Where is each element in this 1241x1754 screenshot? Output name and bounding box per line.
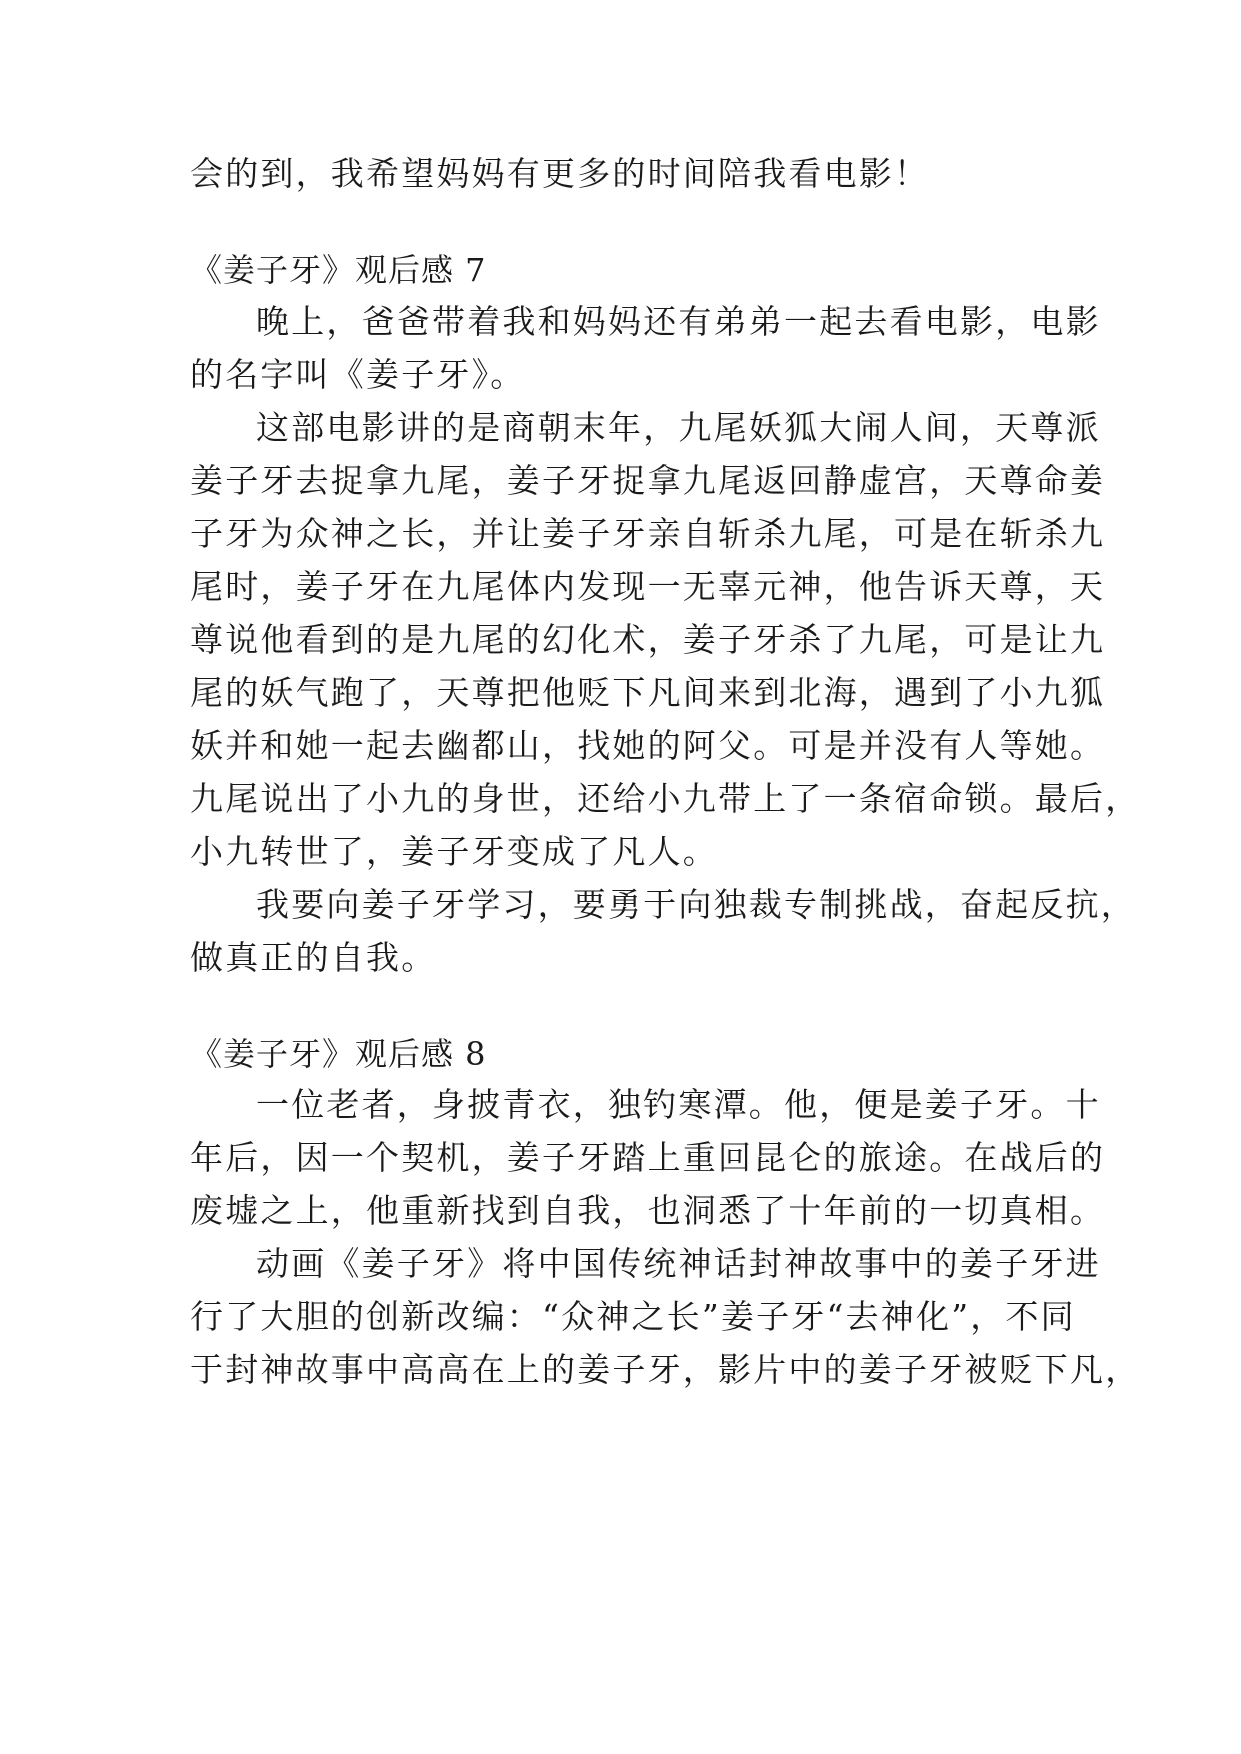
paragraph-line: 子牙为众神之长，并让姜子牙亲自斩杀九尾，可是在斩杀九 [190, 514, 1106, 553]
paragraph-line: 小九转世了，姜子牙变成了凡人。 [190, 832, 718, 871]
paragraph-line: 的名字叫《姜子牙》。 [190, 355, 526, 394]
paragraph-line: 行了大胆的创新改编：“众神之长”姜子牙“去神化”，不同 [190, 1297, 1076, 1336]
paragraph-line: 一位老者，身披青衣，独钓寒潭。他，便是姜子牙。十 [256, 1085, 1101, 1124]
paragraph-line: 尊说他看到的是九尾的幻化术，姜子牙杀了九尾，可是让九 [190, 620, 1106, 659]
paragraph-line: 尾的妖气跑了，天尊把他贬下凡间来到北海，遇到了小九狐 [190, 673, 1106, 712]
section-heading-7: 《姜子牙》观后感 7 [190, 251, 487, 289]
paragraph-line: 九尾说出了小九的身世，还给小九带上了一条宿命锁。最后， [190, 779, 1141, 818]
paragraph-line: 年后，因一个契机，姜子牙踏上重回昆仑的旅途。在战后的 [190, 1138, 1106, 1177]
paragraph-line: 做真正的自我。 [190, 938, 437, 977]
paragraph-line: 妖并和她一起去幽都山，找她的阿父。可是并没有人等她。 [190, 726, 1106, 765]
paragraph-line: 尾时，姜子牙在九尾体内发现一无辜元神，他告诉天尊，天 [190, 567, 1106, 606]
intro-line: 会的到，我希望妈妈有更多的时间陪我看电影！ [190, 154, 930, 193]
section-heading-8: 《姜子牙》观后感 8 [190, 1035, 487, 1073]
paragraph-line: 废墟之上，他重新找到自我，也洞悉了十年前的一切真相。 [190, 1191, 1106, 1230]
paragraph-line: 姜子牙去捉拿九尾，姜子牙捉拿九尾返回静虚宫，天尊命姜 [190, 461, 1106, 500]
paragraph-line: 晚上，爸爸带着我和妈妈还有弟弟一起去看电影，电影 [256, 302, 1101, 341]
paragraph-line: 我要向姜子牙学习，要勇于向独裁专制挑战，奋起反抗， [256, 885, 1136, 924]
paragraph-line: 动画《姜子牙》将中国传统神话封神故事中的姜子牙进 [256, 1244, 1101, 1283]
paragraph-line: 于封神故事中高高在上的姜子牙，影片中的姜子牙被贬下凡， [190, 1350, 1141, 1389]
paragraph-line: 这部电影讲的是商朝末年，九尾妖狐大闹人间，天尊派 [256, 408, 1101, 447]
